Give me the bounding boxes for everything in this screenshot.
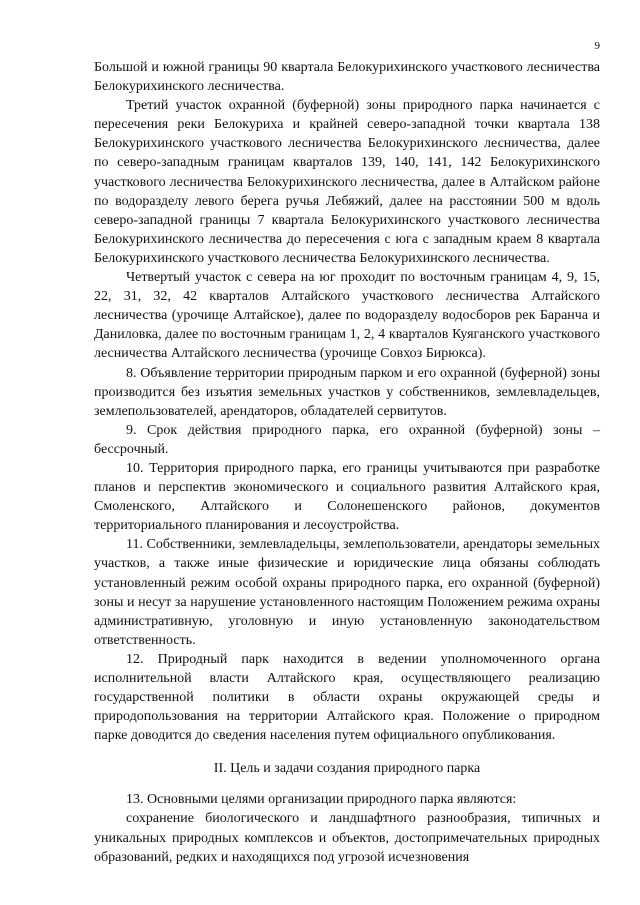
paragraph-continuation: Большой и южной границы 90 квартала Белокурихинского участкового лесничества Белокурихинского лесничества.	[94, 60, 600, 95]
paragraph-item-8: 8. Объявление территории природным парком и его охранной (буферной) зоны производится без изъятия земельных участков у собственников, землевладельцев, землепользователей, арендаторов, обладателей сервитутов.	[94, 365, 600, 419]
paragraph-item-9: 9. Срок действия природного парка, его охранной (буферной) зоны – бессрочный.	[94, 422, 600, 457]
paragraph-goal-biodiversity: сохранение биологического и ландшафтного разнообразия, типичных и уникальных природных комплексов и объектов, достопримечательных природных образований, редких и находящихся под угрозой исчезновения	[94, 811, 600, 865]
paragraph-item-11: 11. Собственники, землевладельцы, землепользователи, арендаторы земельных участков, а также иные физические и юридические лица обязаны соблюдать установленный режим особой охраны природного парка, его охранной (буферной) зоны и несут за нарушение установленного настоящим Положением режима охраны административную, уголовную и иную установленную законодательством ответственность.	[94, 537, 600, 648]
section-heading: II. Цель и задачи создания природного парка	[213, 761, 481, 777]
document-body	[94, 58, 600, 867]
paragraph-item-12: 12. Природный парк находится в ведении уполномоченного органа исполнительной власти Алтайского края, осуществляющего реализацию государственной политики в области охраны окружающей среды и природопользования на территории Алтайского края. Положение о природном парке доводится до сведения населения путем официального опубликования.	[94, 651, 600, 744]
paragraph-item-10: 10. Территория природного парка, его границы учитываются при разработке планов и перспектив экономического и социального развития Алтайского края, Смоленского, Алтайского и Солонешенского районов, документов территориального планирования и лесоустройства.	[94, 460, 600, 534]
paragraph-third-zone-section: Третий участок охранной (буферной) зоны природного парка начинается с пересечения реки Белокуриха и крайней северо-западной точки квартала 138 Белокурихинского участкового лесничества Белокурихинского лесничества, далее по северо-западным границам кварталов 139, 140, 141, 142 Белокурихинского участкового лесничества Белокурихинского лесничества, далее в Алтайском районе по водоразделу левого берега ручья Лебяжий, далее на расстоянии 500 м вдоль северо-западной границы 7 квартала Белокурихинского участкового лесничества Белокурихинского лесничества до пересечения с юга с западным краем 8 квартала Белокурихинского участкового лесничества Белокурихинского лесничества.	[94, 98, 600, 266]
paragraph-item-13: 13. Основными целями организации природного парка являются:	[126, 792, 517, 808]
paragraph-fourth-zone-section: Четвертый участок с севера на юг проходит по восточным границам 4, 9, 15, 22, 31, 32, 42 кварталов Алтайского участкового лесничества Алтайского лесничества (урочище Алтайское), далее по водоразделу водосборов рек Баранча и Даниловка, далее по восточным границам 1, 2, 4 кварталов Куяганского участкового лесничества Алтайского лесничества (урочище Совхоз Бирюкса).	[94, 270, 600, 362]
page-number: 9	[594, 40, 600, 52]
